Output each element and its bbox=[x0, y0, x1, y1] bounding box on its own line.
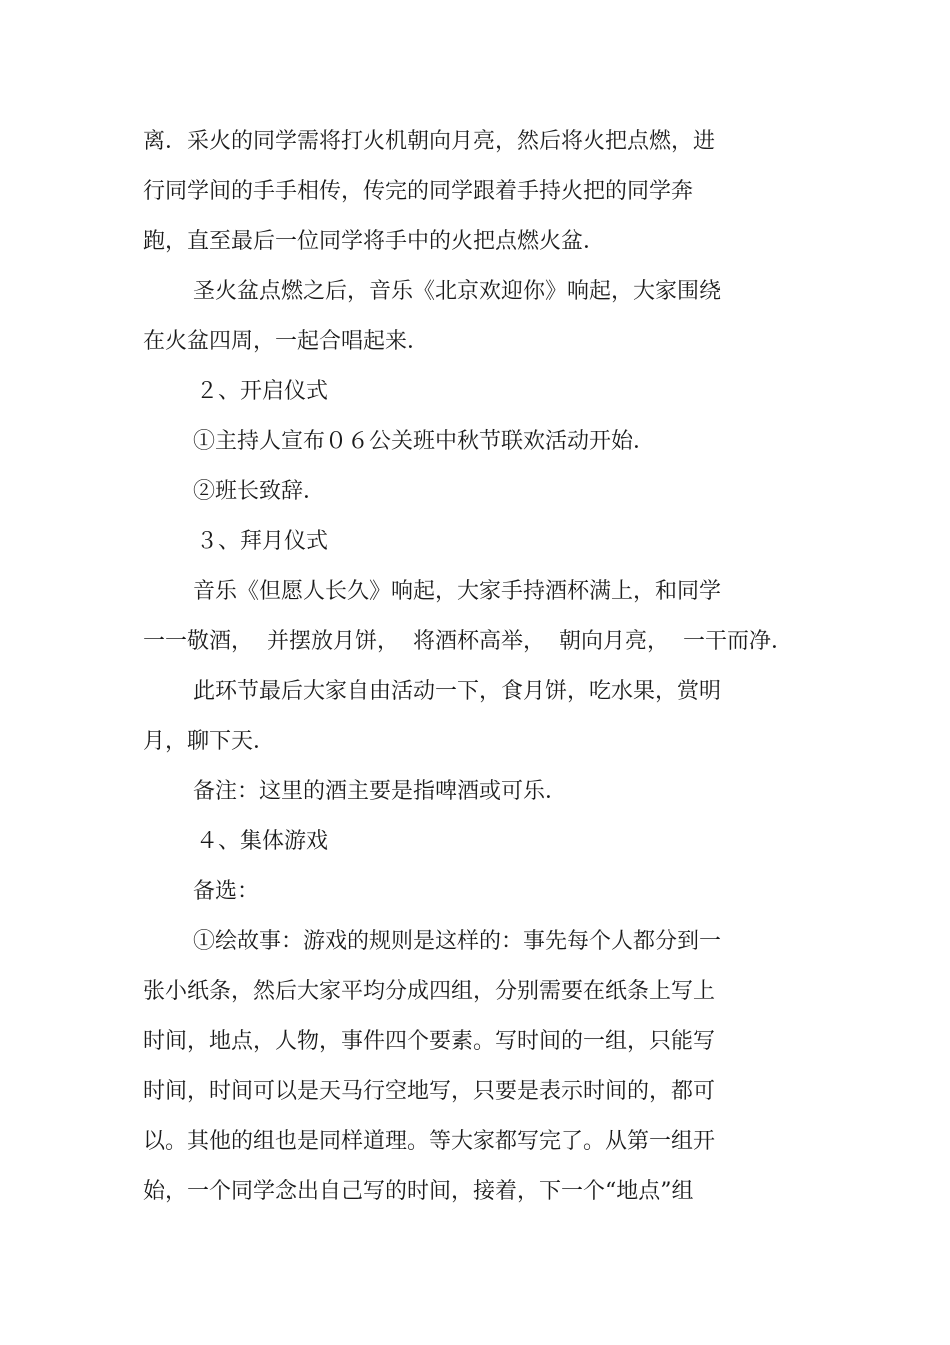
section-heading-moon-worship: ３、拜月仪式 bbox=[196, 529, 329, 554]
paragraph-start-line: 此环节最后大家自由活动一下，食月饼，吃水果，赏明 bbox=[193, 679, 722, 704]
text-line-13: 月，聊下天． bbox=[143, 729, 276, 754]
section-heading-group-games: ４、集体游戏 bbox=[196, 829, 329, 854]
text-line-21: 以。其他的组也是同样道理。等大家都写完了。从第一组开 bbox=[143, 1129, 716, 1154]
text-line-2: 行同学间的手手相传，传完的同学跟着手持火把的同学奔 bbox=[143, 179, 694, 204]
paragraph-start-line: 圣火盆点燃之后，音乐《北京欢迎你》响起，大家围绕 bbox=[193, 279, 722, 304]
text-line-3: 跑，直至最后一位同学将手中的火把点燃火盆． bbox=[143, 229, 606, 254]
list-item-story-game: ①绘故事：游戏的规则是这样的：事先每个人都分到一 bbox=[193, 929, 722, 954]
text-line-5: 在火盆四周，一起合唱起来． bbox=[143, 329, 430, 354]
text-line-11: 一一敬酒， 并摆放月饼， 将酒杯高举， 朝向月亮， 一干而净． bbox=[143, 629, 793, 654]
text-line-20: 时间，时间可以是天马行空地写，只要是表示时间的，都可 bbox=[143, 1079, 716, 1104]
text-line-1: 离．采火的同学需将打火机朝向月亮，然后将火把点燃，进 bbox=[143, 129, 716, 154]
section-heading-opening: ２、开启仪式 bbox=[196, 379, 329, 404]
text-line-18: 张小纸条，然后大家平均分成四组，分别需要在纸条上写上 bbox=[143, 979, 716, 1004]
text-line-22: 始，一个同学念出自己写的时间，接着，下一个“地点”组 bbox=[143, 1179, 694, 1204]
note-line: 备注：这里的酒主要是指啤酒或可乐． bbox=[193, 779, 568, 804]
paragraph-start-line: 音乐《但愿人长久》响起，大家手持酒杯满上，和同学 bbox=[193, 579, 722, 604]
list-item-host-announce: ①主持人宣布０６公关班中秋节联欢活动开始． bbox=[193, 429, 656, 454]
text-line-19: 时间，地点，人物，事件四个要素。写时间的一组，只能写 bbox=[143, 1029, 716, 1054]
options-label: 备选： bbox=[193, 879, 260, 904]
list-item-monitor-speech: ②班长致辞． bbox=[193, 479, 326, 504]
